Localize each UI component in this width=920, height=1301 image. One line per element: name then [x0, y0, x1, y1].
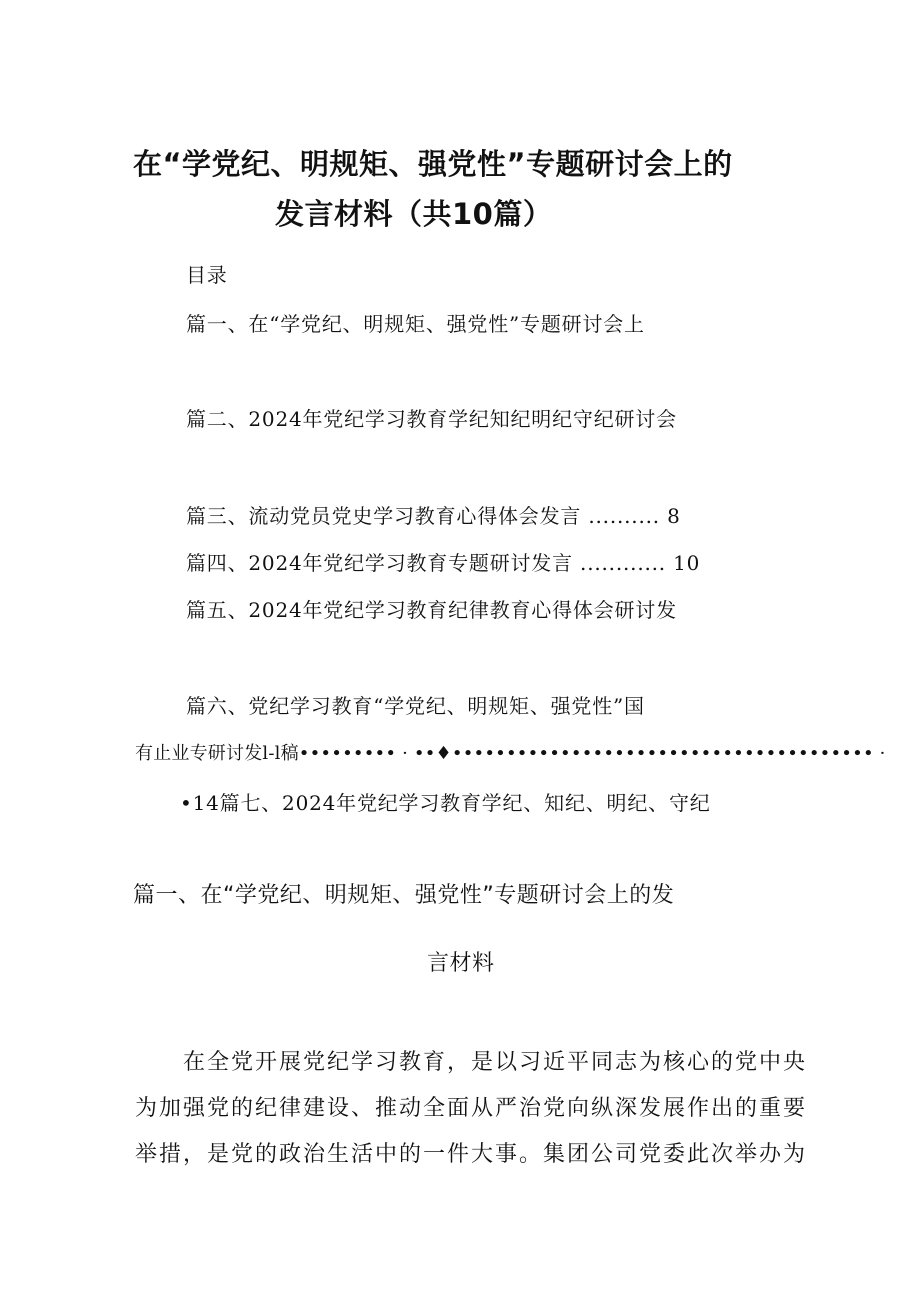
paragraph-line-3: 举措，是党的政治生活中的一件大事。集团公司党委此次举办为 [135, 1142, 808, 1167]
section-1-heading-line-1: 篇一、在“学党纪、明规矩、强党性”专题研讨会上的发 [133, 883, 675, 908]
toc-entry-4[interactable]: 篇四、2024年党纪学习教育专题研讨发言 ............ 10 [186, 551, 701, 575]
toc-entry-6-continued[interactable]: 有止业专研讨发l-l稿••••••••• · ••♦••••••••••••••••••••••••••••••••••••••• · [135, 743, 886, 764]
toc-entry-7[interactable]: •14篇七、2024年党纪学习教育学纪、知纪、明纪、守纪 [180, 791, 711, 815]
toc-entry-2[interactable]: 篇二、2024年党纪学习教育学纪知纪明纪守纪研讨会 [186, 407, 677, 431]
toc-heading: 目录 [186, 263, 228, 287]
section-1-heading-line-2: 言材料 [427, 951, 495, 976]
paragraph-line-2: 为加强党的纪律建设、推动全面从严治党向纵深发展作出的重要 [135, 1096, 808, 1121]
toc-entry-1[interactable]: 篇一、在“学党纪、明规矩、强党性”专题研讨会上 [186, 312, 645, 336]
toc-entry-6[interactable]: 篇六、党纪学习教育“学党纪、明规矩、强党性”国 [186, 694, 645, 718]
document-title-line-1: 在“学党纪、明规矩、强党性”专题研讨会上的 [133, 147, 733, 181]
document-title-line-2: 发言材料（共10篇） [275, 197, 553, 231]
paragraph-line-1: 在全党开展党纪学习教育，是以习近平同志为核心的党中央 [183, 1050, 808, 1075]
toc-entry-3[interactable]: 篇三、流动党员党史学习教育心得体会发言 .......... 8 [186, 504, 681, 528]
toc-entry-5[interactable]: 篇五、2024年党纪学习教育纪律教育心得体会研讨发 [186, 598, 677, 622]
